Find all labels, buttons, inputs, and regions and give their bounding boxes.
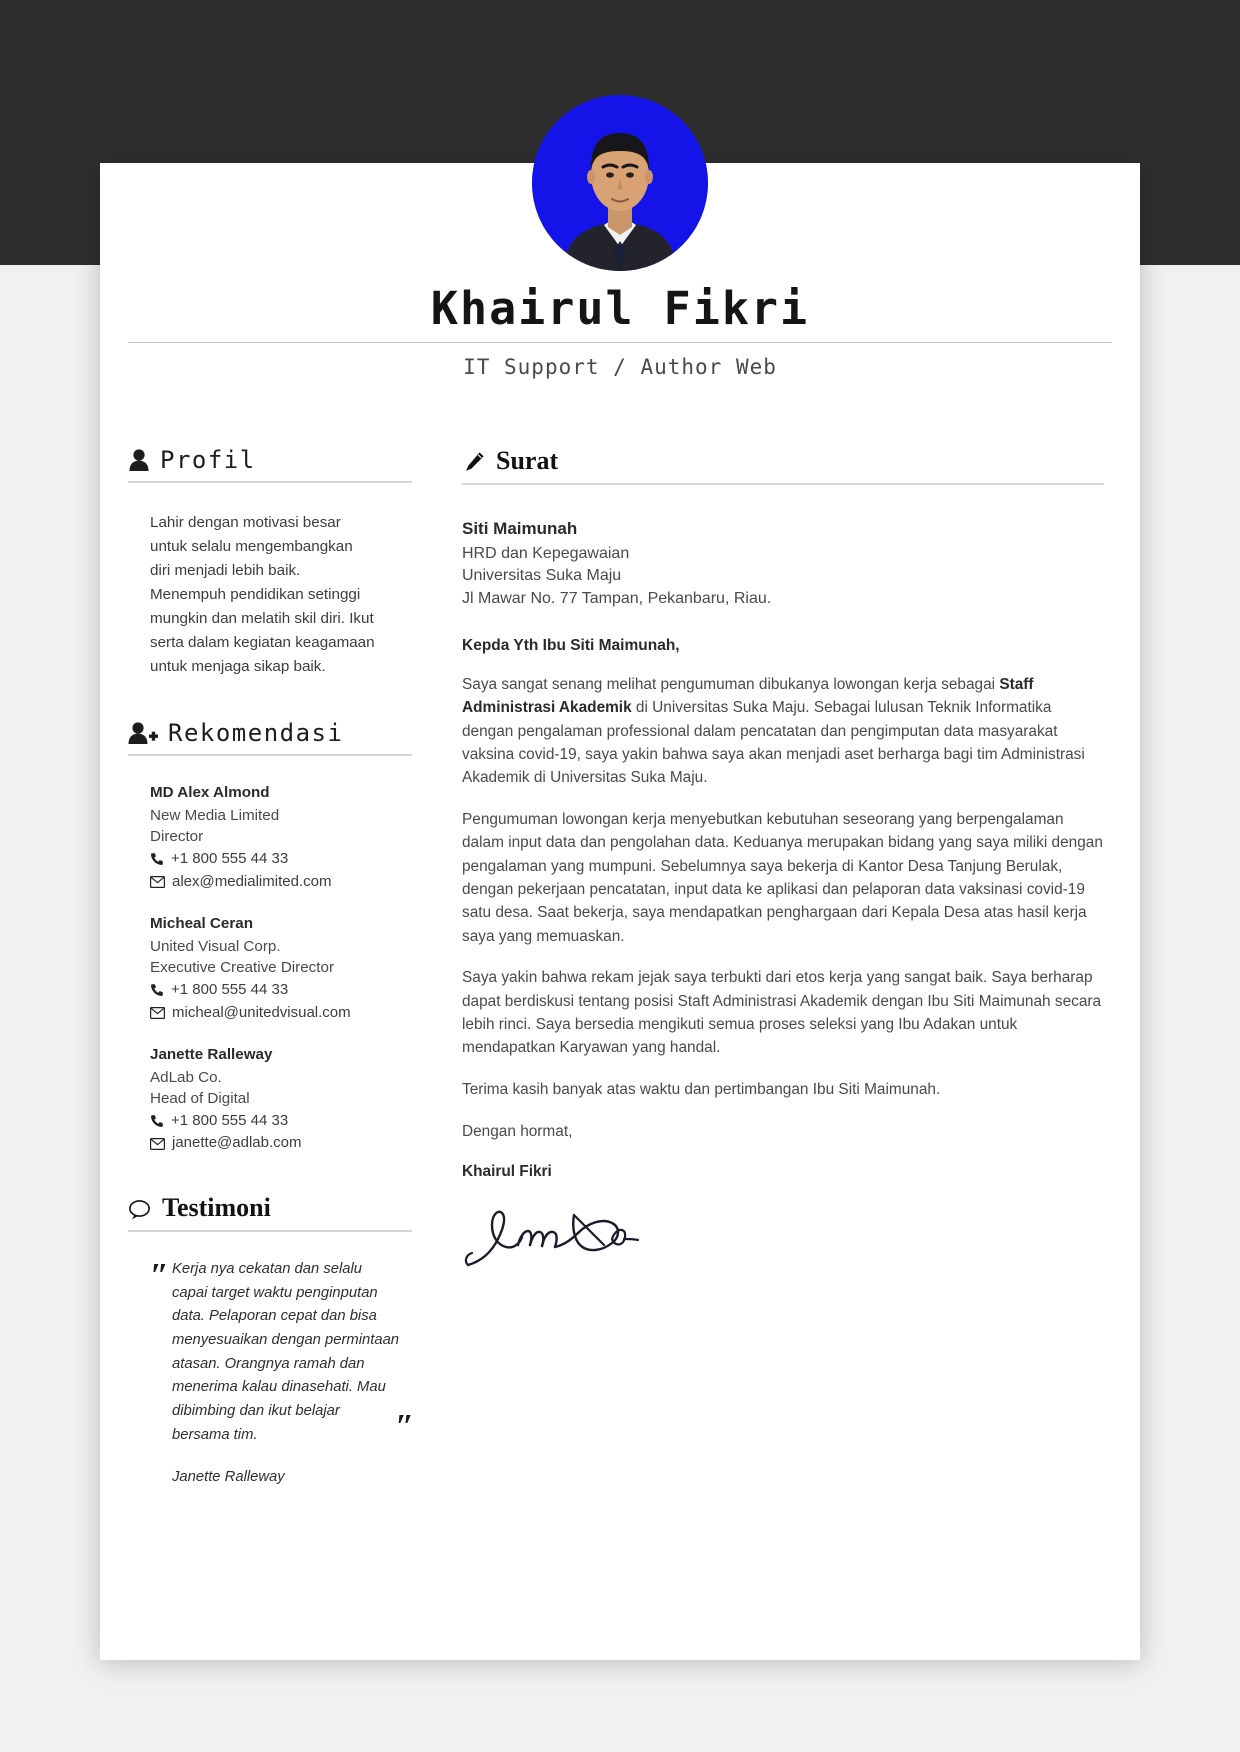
testimonial-text: Kerja nya cekatan dan selalu capai target waktu penginputan data. Pelaporan cepat dan bisa menyesuaikan dengan permintaan atasan. Orangnya ramah dan menerima kalau dinasehati. Mau dibimbing dan ikut belajar bersama tim. [172,1260,400,1443]
handwritten-signature [462,1199,642,1271]
recommender-email-row [150,1002,400,1025]
section-profil-title: Profil [160,446,256,474]
letter-paragraph-2: Pengumuman lowongan kerja menyebutkan kebutuhan seseorang yang berpengalaman dalam input data dan pengolahan data. Keduanya merupakan bidang yang saya miliki dengan pengalaman yang mumpuni. Sebelumnya saya bekerja di Kantor Desa Tanjung Berulak, dengan pekerjaan pencatatan, input data ke aplikasi dan pelaporan data vaksinasi covid-19 satu desa. Saat bekerja, saya mendapatkan penghargaan dari Kepala Desa atas hasil kerja saya yang memuaskan. [462,810,1103,945]
testimonial-author: Janette Ralleway [172,1469,285,1486]
recommender-phone-row [150,848,400,871]
recommender-phone-row [150,1110,400,1133]
recommender-email[interactable]: micheal@unitedvisual.com [172,1003,351,1021]
avatar-photo [532,95,708,271]
recipient-department: HRD dan Kepegawaian [462,544,630,562]
quote-open-icon: ″ [150,1256,169,1294]
envelope-icon [150,1138,165,1150]
section-testimoni-header [128,1192,412,1222]
phone-icon [150,1114,164,1128]
recommender-phone: +1 800 555 44 33 [171,1111,289,1129]
letter-recipient [462,515,1104,611]
signature-image [462,1199,1104,1276]
paragraph-1-emphasis: Staff Administrasi Akademik [462,675,1034,717]
letter-paragraph-1 [462,673,1104,790]
testimonial-body [150,1256,414,1447]
recommender-position: Head of Digital [150,1090,250,1108]
person-add-icon [128,721,158,745]
envelope-icon [150,876,165,888]
section-rekomendasi-title: Rekomendasi [168,719,344,748]
letter-column [412,448,1140,1489]
recommender-name: MD Alex Almond [150,784,270,802]
letter-paragraph-4: Terima kasih banyak atas waktu dan pertimbangan Ibu Siti Maimunah. [462,1080,941,1098]
job-role: IT Support / Author Web [463,354,777,379]
recommender-email-row [150,871,400,894]
page-title: Khairul Fikri [430,282,810,335]
speech-bubble-icon [128,1199,152,1221]
envelope-icon [150,1007,165,1019]
sidebar-column [100,448,412,1489]
paragraph-1-text-b: di Universitas Suka Maju. Sebagai lulusan Teknik Informatika dengan pengalaman professional dalam pencatatan dan pengimputan data masyarakat vaksina covid-19, saya yakin bahwa saya akan menjadi aset berharga bagi tim Administrasi Akademik di Universitas Suka Maju. [462,699,1085,787]
testimonial [128,1256,414,1486]
recommendation-item [150,1044,400,1155]
person-icon [128,448,150,472]
recommender-company: AdLab Co. [150,1068,222,1086]
recommender-email[interactable]: janette@adlab.com [172,1134,302,1152]
resume-document [100,163,1140,1660]
section-rekomendasi-header [128,719,412,748]
recommender-phone: +1 800 555 44 33 [171,850,289,868]
recommendation-list [150,782,400,1155]
recommender-company: New Media Limited [150,806,280,824]
letter-salutation: Kepda Yth Ibu Siti Maimunah, [462,636,680,654]
section-surat-title: Surat [496,446,559,475]
recipient-address: Jl Mawar No. 77 Tampan, Pekanbaru, Riau. [462,589,772,607]
phone-icon [150,983,164,997]
recommender-name: Micheal Ceran [150,915,253,933]
paragraph-1-text-a: Saya sangat senang melihat pengumuman dibukanya lowongan kerja sebagai [462,675,1000,693]
letter-closing: Dengan hormat, [462,1123,573,1141]
letter-signer-name: Khairul Fikri [462,1163,552,1181]
section-surat-divider [462,483,1104,485]
recommender-position: Executive Creative Director [150,959,335,977]
recommender-phone-row [150,979,400,1002]
section-profil-header [128,448,412,472]
recommender-company: United Visual Corp. [150,937,281,955]
quote-close-icon: ″ [395,1407,414,1445]
recommender-email[interactable]: alex@medialimited.com [172,872,332,890]
section-rekomendasi [128,721,412,1155]
section-testimoni-title: Testimoni [162,1192,271,1222]
section-profil-divider [128,481,412,483]
pencil-icon [462,450,486,474]
name-divider [128,342,1112,343]
section-testimoni [128,1192,414,1486]
recommendation-item [150,782,400,893]
recommender-name: Janette Ralleway [150,1046,273,1064]
recommender-position: Director [150,828,204,846]
profile-text: Lahir dengan motivasi besar untuk selalu mengembangkan diri menjadi lebih baik. Menempuh pendidikan setinggi mungkin dan melatih skil diri. Ikut serta dalam kegiatan keagamaan untuk menjaga sikap baik. [150,514,375,676]
recommendation-item [150,913,400,1024]
avatar [532,95,708,271]
section-rekomendasi-divider [128,754,412,756]
section-surat [462,448,1104,485]
recommender-phone: +1 800 555 44 33 [171,981,289,999]
content-columns [100,448,1140,1489]
phone-icon [150,852,164,866]
section-profil [128,448,412,679]
recommender-email-row [150,1132,400,1155]
recipient-organization: Universitas Suka Maju [462,567,622,585]
section-testimoni-divider [128,1230,412,1232]
name-block [100,283,1140,379]
section-surat-header [462,448,1104,474]
recipient-name: Siti Maimunah [462,519,578,538]
letter-paragraph-3: Saya yakin bahwa rekam jejak saya terbukti dari etos kerja yang sangat baik. Saya berharap dapat berdiskusi tentang posisi Staft Administrasi Akademik dengan Ibu Siti Maimunah secara lebih rinci. Saya bersedia mengikuti semua proses seleksi yang Ibu Adakan untuk mendapatkan Karyawan yang handal. [462,969,1102,1057]
